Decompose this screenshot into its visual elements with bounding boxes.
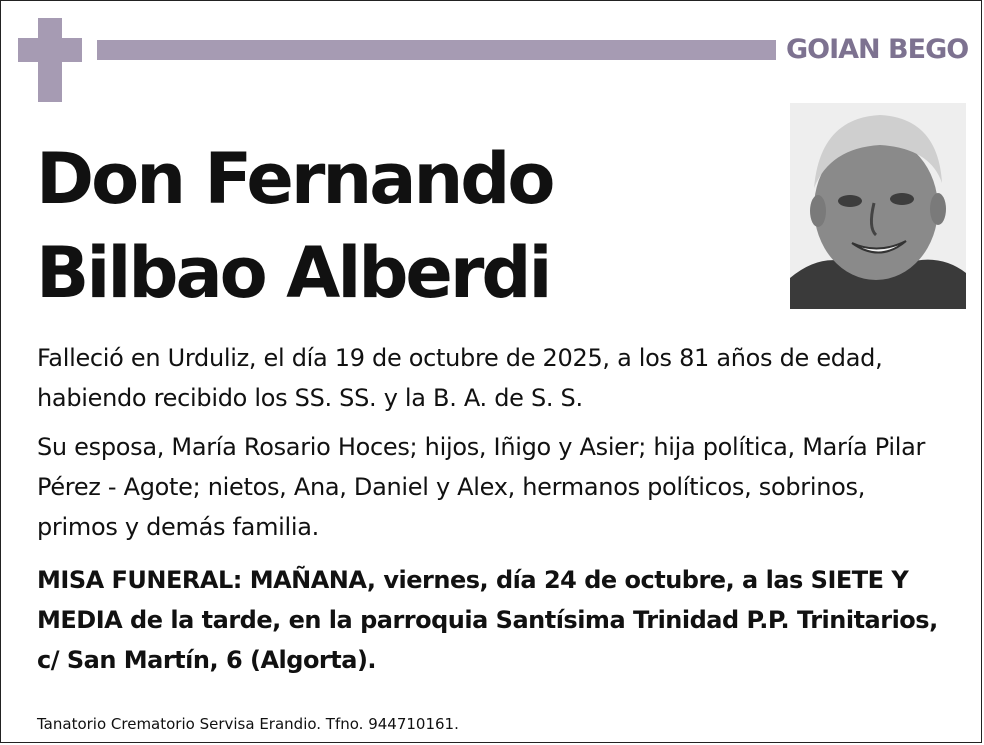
portrait-photo bbox=[790, 103, 966, 309]
brand-label: GOIAN BEGO bbox=[786, 34, 969, 65]
name-line-2: Bilbao Alberdi bbox=[36, 232, 550, 314]
family-text: Su esposa, María Rosario Hoces; hijos, Iñigo y Asier; hija política, María Pilar Pérez - Agote; nietos, Ana, Daniel y Alex, hermanos políticos, sobrinos, primos y demás familia. bbox=[37, 433, 926, 541]
deceased-name bbox=[36, 132, 552, 320]
funeral-home-footer: Tanatorio Crematorio Servisa Erandio. Tfno. 944710161. bbox=[37, 715, 459, 733]
death-notice-text: Falleció en Urduliz, el día 19 de octubre de 2025, a los 81 años de edad, habiendo recibido los SS. SS. y la B. A. de S. S. bbox=[37, 344, 883, 412]
funeral-mass-text: MISA FUNERAL: MAÑANA, viernes, día 24 de octubre, a las SIETE Y MEDIA de la tarde, en la parroquia Santísima Trinidad P.P. Trinitarios, c/ San Martín, 6 (Algorta). bbox=[37, 566, 938, 674]
name-line-1: Don Fernando bbox=[36, 138, 553, 220]
header-rule bbox=[97, 40, 776, 60]
